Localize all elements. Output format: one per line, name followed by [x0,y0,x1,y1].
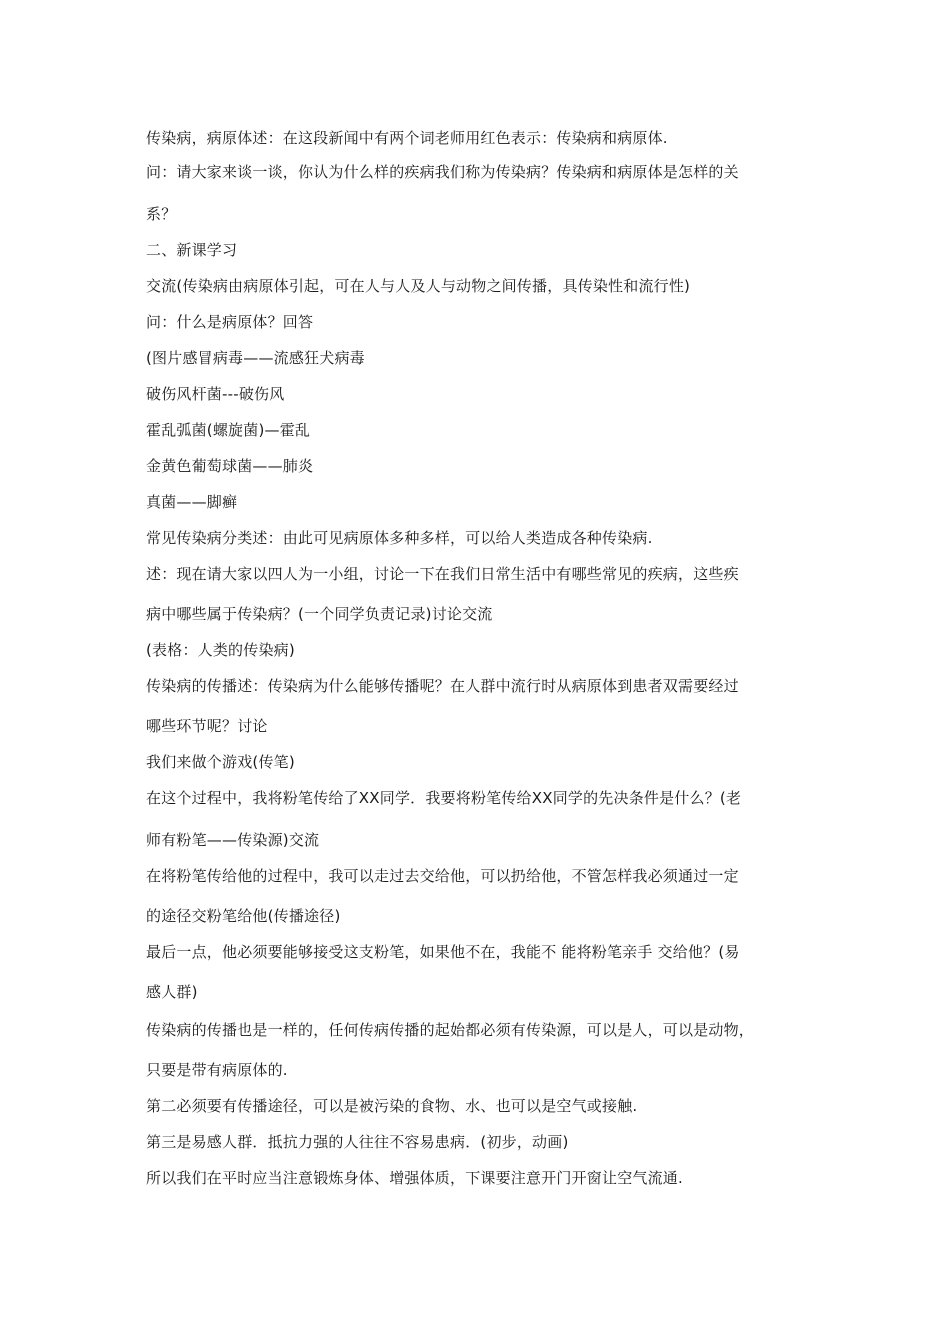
text-line: 常见传染病分类述：由此可见病原体多种多样，可以给人类造成各种传染病. [146,529,653,547]
text-line: 所以我们在平时应当注意锻炼身体、增强体质，下课要注意开门开窗让空气流通. [146,1169,683,1187]
text-line: 病中哪些属于传染病？(一个同学负责记录)讨论交流 [146,605,493,623]
text-line: 金黄色葡萄球菌——肺炎 [146,457,314,475]
text-line: 述：现在请大家以四人为一小组，讨论一下在我们日常生活中有哪些常见的疾病，这些疾 [146,565,739,583]
text-line: 破伤风杆菌---破伤风 [146,385,285,403]
text-line: 第三是易感人群．抵抗力强的人往往不容易患病．(初步，动画) [146,1133,569,1151]
text-line: (表格：人类的传染病) [146,641,295,659]
text-line: 问：什么是病原体？回答 [146,313,314,331]
text-line: 最后一点，他必须要能够接受这支粉笔，如果他不在，我能不 能将粉笔亲手 交给他？(易 [146,943,740,961]
text-line: 师有粉笔——传染源)交流 [146,831,320,849]
text-line: 霍乱弧菌(螺旋菌)—霍乱 [146,421,311,439]
text-line: 传染病的传播述：传染病为什么能够传播呢？在人群中流行时从病原体到患者双需要经过 [146,677,739,695]
text-line: 我们来做个游戏(传笔) [146,753,295,771]
text-line: 问：请大家来谈一谈，你认为什么样的疾病我们称为传染病？传染病和病原体是怎样的关 [146,163,739,181]
text-line: 只要是带有病原体的. [146,1061,288,1079]
section-heading: 二、新课学习 [146,241,238,259]
text-line: 在这个过程中，我将粉笔传给了XX同学．我要将粉笔传给XX同学的先决条件是什么？(老 [146,789,742,807]
text-line: 的途径交粉笔给他(传播途径) [146,907,341,925]
text-line: 哪些环节呢？讨论 [146,717,268,735]
text-line: 感人群) [146,983,198,1001]
text-line: 真菌——脚癣 [146,493,238,511]
text-line: 在将粉笔传给他的过程中，我可以走过去交给他，可以扔给他，不管怎样我必须通过一定 [146,867,739,885]
text-line: 系？ [146,205,177,223]
text-line: 传染病的传播也是一样的，任何传病传播的起始都必须有传染源，可以是人，可以是动物， [146,1021,755,1039]
text-line: 第二必须要有传播途径，可以是被污染的食物、水、也可以是空气或接触. [146,1097,638,1115]
text-line: (图片感冒病毒——流感狂犬病毒 [146,349,365,367]
text-line: 交流(传染病由病原体引起，可在人与人及人与动物之间传播，具传染性和流行性) [146,277,691,295]
text-line: 传染病，病原体述：在这段新闻中有两个词老师用红色表示：传染病和病原体. [146,129,668,147]
